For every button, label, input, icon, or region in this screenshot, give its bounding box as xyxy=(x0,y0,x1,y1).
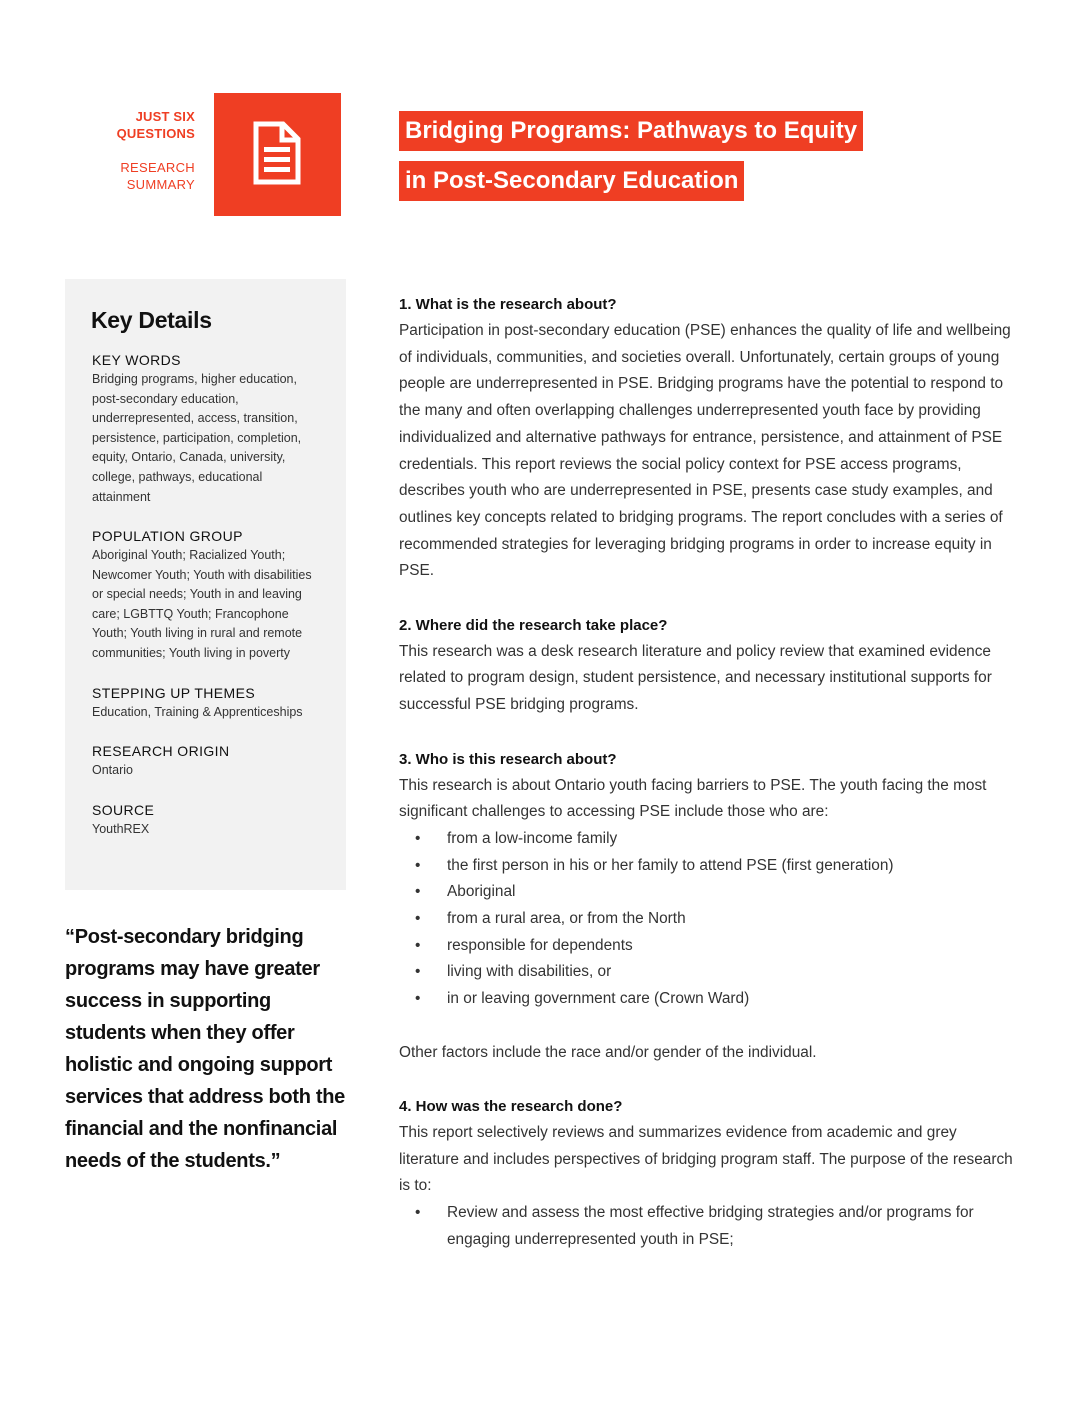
themes-section xyxy=(92,683,324,723)
list-item-text: from a low-income family xyxy=(447,829,618,847)
question-heading: 2. Where did the research take place? xyxy=(399,616,668,634)
question-answer: This report selectively reviews and summarizes evidence from academic and grey literature and includes perspectives of bridging program staff. The purpose of the research is to: xyxy=(399,1123,1013,1195)
question-4 xyxy=(399,1093,1014,1254)
bullet-icon: • xyxy=(415,883,421,901)
bullet-icon: • xyxy=(415,990,421,1008)
list-item-text: in or leaving government care (Crown Ward) xyxy=(447,990,750,1008)
key-details-heading: Key Details xyxy=(91,307,212,333)
question-1 xyxy=(399,291,1014,585)
main-content xyxy=(399,291,1014,1280)
list-item-text: from a rural area, or from the North xyxy=(447,910,686,928)
key-words-text: Bridging programs, higher education, post-secondary education, underrepresented, access, transition, persistence, participation, completion, equity, Ontario, Canada, university, college, pathways, educational attainment xyxy=(92,372,302,504)
question-3 xyxy=(399,746,1014,1067)
question-heading: 1. What is the research about? xyxy=(399,296,617,313)
list-item-text: Aboriginal xyxy=(447,883,516,901)
themes-label: STEPPING UP THEMES xyxy=(92,685,256,701)
research-origin-text: Ontario xyxy=(92,763,133,777)
page-title-line2: in Post-Secondary Education xyxy=(399,161,744,201)
research-origin-label: RESEARCH ORIGIN xyxy=(92,743,230,759)
question-answer: This research is about Ontario youth facing barriers to PSE. The youth facing the most significant challenges to accessing PSE include those who are: xyxy=(399,776,987,821)
question-note: Other factors include the race and/or gender of the individual. xyxy=(399,1043,817,1061)
population-group-section xyxy=(92,526,324,664)
bullet-list xyxy=(399,1200,1014,1253)
themes-text: Education, Training & Apprenticeships xyxy=(92,705,303,719)
list-item xyxy=(399,986,1014,1013)
bullet-icon: • xyxy=(415,910,421,928)
list-item xyxy=(399,906,1014,933)
pull-quote: “Post-secondary bridging programs may have greater success in supporting students when they offer holistic and ongoing support services that address both the financial and the nonfinancial needs of the students.” xyxy=(65,926,345,1172)
series-subtitle-line1: RESEARCH xyxy=(120,160,195,175)
document-icon xyxy=(252,121,302,185)
population-group-label: POPULATION GROUP xyxy=(92,528,243,544)
list-item-text: Review and assess the most effective bridging strategies and/or programs for engaging underrepresented youth in PSE; xyxy=(447,1204,974,1248)
list-item xyxy=(399,879,1014,906)
bullet-icon: • xyxy=(415,936,421,954)
list-item-text: the first person in his or her family to attend PSE (first generation) xyxy=(447,856,894,874)
source-section xyxy=(92,800,324,840)
bullet-icon: • xyxy=(415,1204,421,1222)
bullet-icon: • xyxy=(415,963,421,981)
source-label: SOURCE xyxy=(92,802,155,818)
source-text: YouthREX xyxy=(92,822,150,836)
question-2 xyxy=(399,612,1014,719)
series-subtitle-line2: SUMMARY xyxy=(126,177,195,192)
bullet-icon: • xyxy=(415,829,421,847)
list-item xyxy=(399,959,1014,986)
key-words-section xyxy=(92,350,324,507)
list-item xyxy=(399,1200,1014,1253)
question-answer: Participation in post-secondary education (PSE) enhances the quality of life and wellbeing of individuals, communities, and societies overall. Unfortunately, certain groups of young people are underrepresented in PSE. Bridging programs have the potential to respond to the many and often overlapping challenges underrepresented youth face by providing individualized and alternative pathways for entrance, persistence, and attainment of PSE credentials. This report reviews the social policy context for PSE access programs, describes youth who are underrepresented in PSE, presents case study examples, and outlines key concepts related to bridging programs. The report concludes with a series of recommended strategies for leveraging bridging programs in order to increase equity in PSE. xyxy=(399,322,1011,580)
list-item xyxy=(399,933,1014,960)
research-origin-section xyxy=(92,741,324,781)
question-answer: This research was a desk research literature and policy review that examined evidence related to program design, student persistence, and necessary institutional supports for successful PSE bridging programs. xyxy=(399,642,992,714)
key-words-label: KEY WORDS xyxy=(92,352,181,368)
series-title-line1: JUST SIX xyxy=(135,109,195,124)
series-title-line2: QUESTIONS xyxy=(116,126,195,141)
list-item-text: responsible for dependents xyxy=(447,936,633,954)
key-details-panel xyxy=(65,279,346,890)
question-heading: 3. Who is this research about? xyxy=(399,750,617,768)
list-item-text: living with disabilities, or xyxy=(447,963,612,981)
series-label xyxy=(117,108,195,193)
list-item xyxy=(399,853,1014,880)
question-heading: 4. How was the research done? xyxy=(399,1097,623,1115)
list-item xyxy=(399,826,1014,853)
bullet-icon: • xyxy=(415,856,421,874)
bullet-list xyxy=(399,826,1014,1013)
document-icon-box xyxy=(214,93,341,216)
page-title-line1: Bridging Programs: Pathways to Equity xyxy=(399,111,863,151)
population-group-text: Aboriginal Youth; Racialized Youth; Newcomer Youth; Youth with disabilities or special needs; Youth in and leaving care; LGBTTQ Youth; Francophone Youth; Youth living in rural and remote communities; Youth living in poverty xyxy=(92,548,312,660)
